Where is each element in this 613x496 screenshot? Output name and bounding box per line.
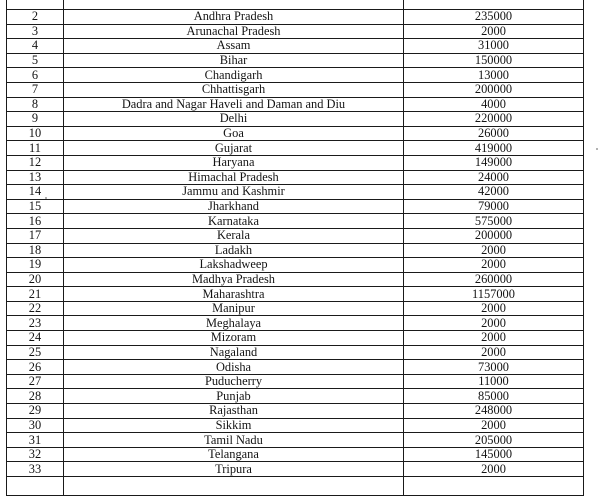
table-row (7, 316, 584, 331)
row-number-cell: 16 (7, 214, 64, 229)
value-cell: 1157000 (404, 287, 584, 302)
row-number-cell: 12 (7, 155, 64, 170)
value-cell: 2000 (404, 258, 584, 273)
table-row (7, 272, 584, 287)
table-row (7, 39, 584, 54)
row-number-cell: 11 (7, 141, 64, 156)
row-number-cell: 24 (7, 331, 64, 346)
state-name-cell: Haryana (64, 155, 404, 170)
state-name-cell: Meghalaya (64, 316, 404, 331)
state-name-cell: Nagaland (64, 345, 404, 360)
table-row (7, 126, 584, 141)
value-cell: 4000 (404, 97, 584, 112)
row-number-cell: 21 (7, 287, 64, 302)
state-name-cell: Punjab (64, 389, 404, 404)
value-cell: 2000 (404, 418, 584, 433)
value-cell: 24000 (404, 170, 584, 185)
scan-speck (45, 197, 47, 199)
row-number-cell: 32 (7, 447, 64, 462)
row-number-cell: 22 (7, 301, 64, 316)
row-number-cell: 23 (7, 316, 64, 331)
table-row (7, 374, 584, 389)
value-cell: 73000 (404, 360, 584, 375)
table-row (7, 112, 584, 127)
state-name-cell: Karnataka (64, 214, 404, 229)
state-name-cell: Odisha (64, 360, 404, 375)
state-name-cell: Tripura (64, 462, 404, 477)
value-cell (404, 0, 584, 10)
value-cell: 79000 (404, 199, 584, 214)
table-row (7, 287, 584, 302)
value-cell: 2000 (404, 24, 584, 39)
row-number-cell: 6 (7, 68, 64, 83)
table-row (7, 360, 584, 375)
value-cell: 11000 (404, 374, 584, 389)
state-name-cell: Goa (64, 126, 404, 141)
table-row (7, 477, 584, 496)
row-number-cell (7, 0, 64, 10)
value-cell: 235000 (404, 10, 584, 25)
row-number-cell: 29 (7, 404, 64, 419)
value-cell: 205000 (404, 433, 584, 448)
state-name-cell: Assam (64, 39, 404, 54)
state-name-cell: Ladakh (64, 243, 404, 258)
state-name-cell: Chandigarh (64, 68, 404, 83)
row-number-cell: 18 (7, 243, 64, 258)
row-number-cell: 19 (7, 258, 64, 273)
table-row (7, 258, 584, 273)
table-row (7, 447, 584, 462)
value-cell: 419000 (404, 141, 584, 156)
state-name-cell: Lakshadweep (64, 258, 404, 273)
table-row (7, 301, 584, 316)
state-name-cell: Gujarat (64, 141, 404, 156)
row-number-cell: 17 (7, 228, 64, 243)
value-cell: 2000 (404, 301, 584, 316)
row-number-cell: 20 (7, 272, 64, 287)
table-row (7, 141, 584, 156)
table-row (7, 185, 584, 200)
row-number-cell: 4 (7, 39, 64, 54)
table-row (7, 10, 584, 25)
value-cell: 200000 (404, 82, 584, 97)
value-cell: 13000 (404, 68, 584, 83)
state-name-cell: Tamil Nadu (64, 433, 404, 448)
state-name-cell: Puducherry (64, 374, 404, 389)
table-row (7, 404, 584, 419)
state-name-cell: Himachal Pradesh (64, 170, 404, 185)
state-name-cell: Chhattisgarh (64, 82, 404, 97)
table-row (7, 0, 584, 10)
state-name-cell: Andhra Pradesh (64, 10, 404, 25)
value-cell: 2000 (404, 243, 584, 258)
table-row (7, 53, 584, 68)
row-number-cell: 13 (7, 170, 64, 185)
row-number-cell: 25 (7, 345, 64, 360)
value-cell: 2000 (404, 462, 584, 477)
row-number-cell: 26 (7, 360, 64, 375)
state-name-cell: Manipur (64, 301, 404, 316)
value-cell: 149000 (404, 155, 584, 170)
value-cell: 2000 (404, 316, 584, 331)
table-row (7, 462, 584, 477)
row-number-cell: 3 (7, 24, 64, 39)
state-name-cell: Jammu and Kashmir (64, 185, 404, 200)
table-row (7, 155, 584, 170)
row-number-cell (7, 477, 64, 496)
table-row (7, 228, 584, 243)
table-body (7, 0, 584, 496)
row-number-cell: 8 (7, 97, 64, 112)
state-name-cell: Arunachal Pradesh (64, 24, 404, 39)
value-cell: 145000 (404, 447, 584, 462)
table-row (7, 68, 584, 83)
value-cell: 2000 (404, 345, 584, 360)
state-name-cell: Delhi (64, 112, 404, 127)
state-name-cell: Madhya Pradesh (64, 272, 404, 287)
state-allocation-table (6, 0, 584, 496)
table-row (7, 24, 584, 39)
state-name-cell: Telangana (64, 447, 404, 462)
table-row (7, 199, 584, 214)
row-number-cell: 33 (7, 462, 64, 477)
row-number-cell: 31 (7, 433, 64, 448)
value-cell: 26000 (404, 126, 584, 141)
state-name-cell: Mizoram (64, 331, 404, 346)
value-cell (404, 477, 584, 496)
state-name-cell: Maharashtra (64, 287, 404, 302)
value-cell: 2000 (404, 331, 584, 346)
row-number-cell: 28 (7, 389, 64, 404)
table-row (7, 389, 584, 404)
state-name-cell: Jharkhand (64, 199, 404, 214)
table-row (7, 345, 584, 360)
state-name-cell (64, 0, 404, 10)
row-number-cell: 10 (7, 126, 64, 141)
value-cell: 260000 (404, 272, 584, 287)
state-name-cell: Kerala (64, 228, 404, 243)
value-cell: 200000 (404, 228, 584, 243)
table-row (7, 97, 584, 112)
state-name-cell (64, 477, 404, 496)
table-row (7, 433, 584, 448)
row-number-cell: 27 (7, 374, 64, 389)
value-cell: 248000 (404, 404, 584, 419)
table-row (7, 214, 584, 229)
state-name-cell: Sikkim (64, 418, 404, 433)
value-cell: 42000 (404, 185, 584, 200)
state-name-cell: Rajasthan (64, 404, 404, 419)
row-number-cell: 15 (7, 199, 64, 214)
row-number-cell: 9 (7, 112, 64, 127)
table-row (7, 331, 584, 346)
row-number-cell: 2 (7, 10, 64, 25)
row-number-cell: 5 (7, 53, 64, 68)
state-name-cell: Bihar (64, 53, 404, 68)
value-cell: 85000 (404, 389, 584, 404)
value-cell: 150000 (404, 53, 584, 68)
scan-speck (596, 148, 598, 150)
value-cell: 575000 (404, 214, 584, 229)
value-cell: 31000 (404, 39, 584, 54)
value-cell: 220000 (404, 112, 584, 127)
table-row (7, 82, 584, 97)
row-number-cell: 7 (7, 82, 64, 97)
table-row (7, 243, 584, 258)
table-row (7, 170, 584, 185)
table-row (7, 418, 584, 433)
state-name-cell: Dadra and Nagar Haveli and Daman and Diu (64, 97, 404, 112)
row-number-cell: 14 (7, 185, 64, 200)
row-number-cell: 30 (7, 418, 64, 433)
